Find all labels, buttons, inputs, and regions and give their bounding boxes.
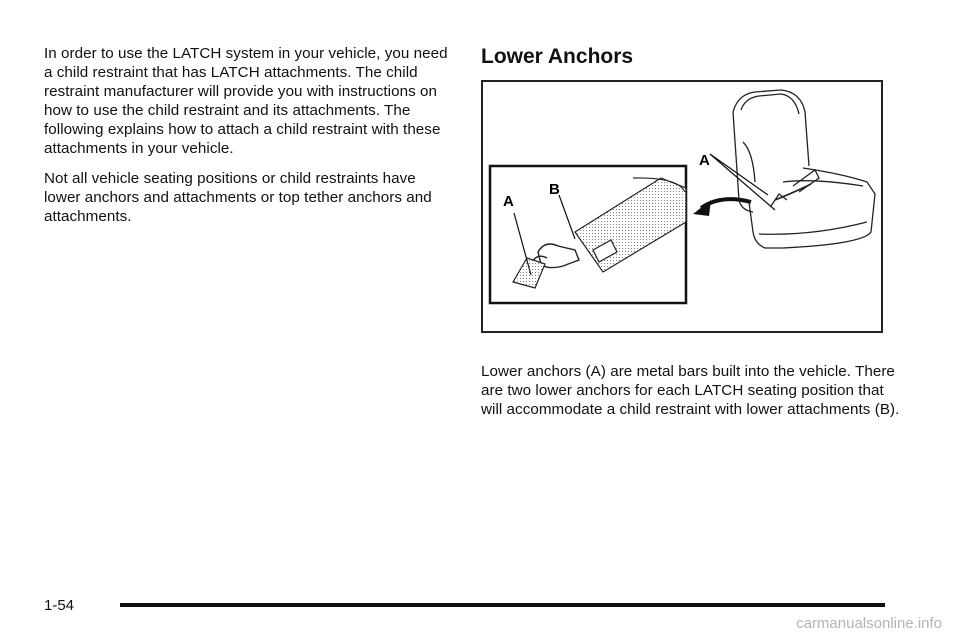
page-number: 1-54 — [44, 597, 75, 614]
illustration-svg — [483, 82, 881, 331]
footer-rule — [120, 603, 885, 607]
left-column — [44, 44, 454, 237]
seat-sketch — [733, 90, 875, 248]
inset-detail — [490, 166, 686, 303]
caption-paragraph: Lower anchors (A) are metal bars built into the vehicle. There are two lower anchors for each LATCH seating position that will accommodate a child restraint with lower attachments (B). — [481, 363, 900, 418]
watermark: carmanualsonline.info — [796, 615, 942, 632]
intro-paragraph: In order to use the LATCH system in your vehicle, you need a child restraint that has LATCH attachments. The child restraint manufacturer will provide you with instructions on how to use the child restraint and its attachments. The following explains how to attach a child restraint with these attachments in your vehicle. — [44, 45, 448, 157]
section-heading: Lower Anchors — [481, 45, 634, 68]
right-column — [481, 44, 901, 80]
lower-anchors-illustration — [481, 80, 883, 333]
note-paragraph: Not all vehicle seating positions or child restraints have lower anchors and attachments or top tether anchors and attachments. — [44, 170, 432, 225]
label-b-inset: B — [549, 181, 560, 198]
label-a-seat: A — [699, 152, 710, 169]
label-a-inset: A — [503, 193, 514, 210]
arrow-head — [693, 200, 711, 216]
anchors-description — [481, 362, 901, 430]
